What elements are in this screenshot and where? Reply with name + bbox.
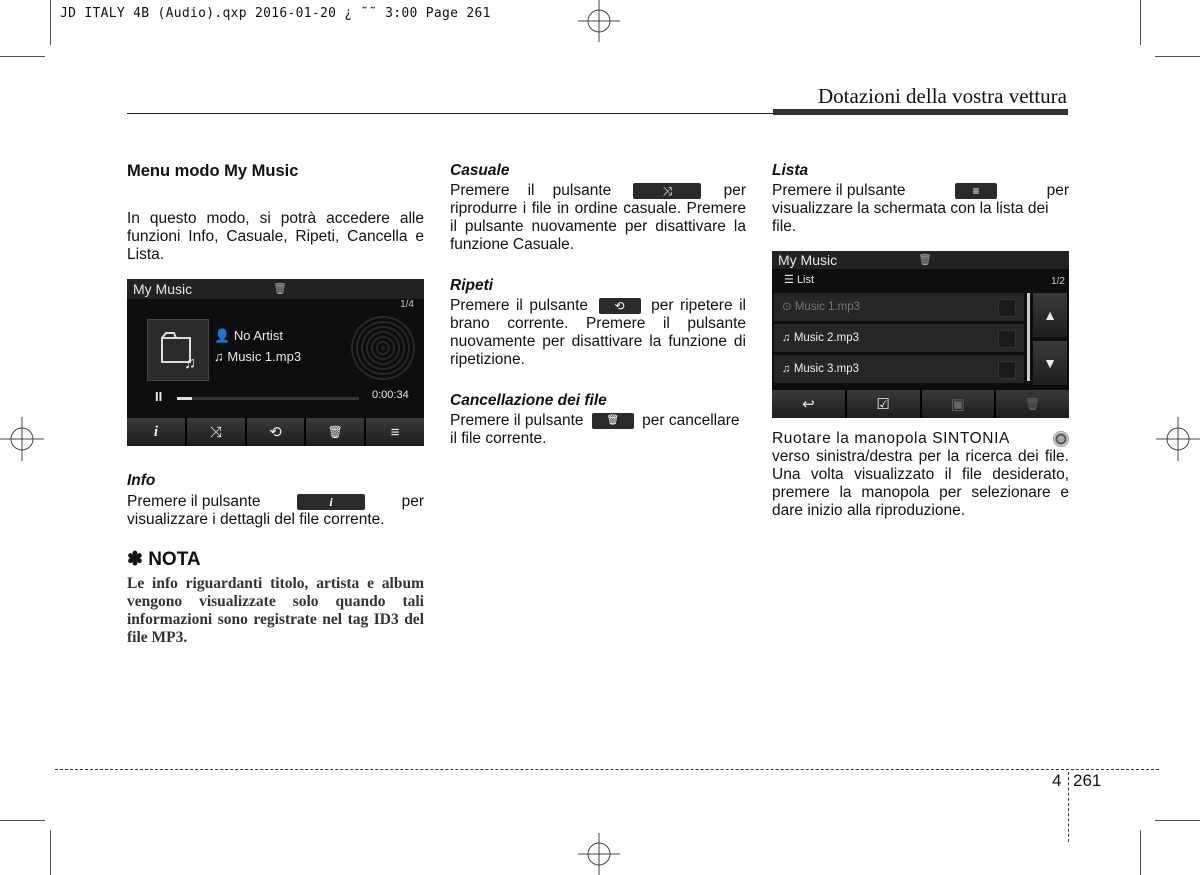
crop-mark	[1155, 820, 1200, 821]
track-name: Music 1.mp3	[227, 349, 302, 364]
page-indicator: 1/2	[1051, 276, 1065, 287]
cancella-text-b: per cancellare il file corrente.	[450, 412, 740, 447]
folder-music-icon	[148, 320, 208, 380]
registration-mark	[578, 0, 620, 42]
lista-text-c: visualizzare la schermata con la lista dei file.	[772, 200, 1049, 235]
list-item-label: Music 1.mp3	[794, 301, 861, 313]
registration-mark	[1156, 417, 1200, 461]
scrollbar[interactable]	[1027, 293, 1030, 381]
list-item[interactable]	[774, 324, 1024, 352]
footer-rule	[55, 769, 1159, 770]
casuale-paragraph	[450, 182, 746, 254]
info-button-icon: i	[297, 494, 365, 510]
delete-button[interactable]: 🗑	[996, 390, 1069, 418]
screen-title: My Music	[133, 281, 193, 297]
cancella-heading: Cancellazione dei file	[450, 392, 607, 409]
list-item-label: Music 2.mp3	[793, 332, 860, 344]
my-music-player-screen	[127, 279, 424, 446]
list-label: List	[796, 274, 815, 286]
tune-knob-icon	[1053, 431, 1069, 447]
nota-text: Le info riguardanti titolo, artista e album vengono visualizzate solo quando tali informazioni sono registrate nel tag ID3 del file MP3.	[127, 575, 424, 646]
info-text-b: per	[401, 493, 424, 510]
header-bar	[773, 109, 1068, 115]
crop-mark	[1140, 830, 1141, 875]
lista-text-a: Premere il pulsante	[772, 182, 906, 199]
lista-heading: Lista	[772, 162, 809, 179]
nota-title: ✽ NOTA	[127, 549, 201, 570]
track-row	[214, 349, 301, 364]
intro-paragraph: In questo modo, si potrà accedere alle funzioni Info, Casuale, Ripeti, Cancella e Lista.	[127, 210, 424, 263]
casuale-heading: Casuale	[450, 162, 510, 179]
ripeti-paragraph	[450, 297, 746, 369]
artist-row	[214, 328, 283, 344]
list-item-label: Music 3.mp3	[793, 363, 860, 375]
ruotare-text-b: verso sinistra/destra per la ricerca dei file. Una volta visualizzato il file desiderato, premere la manopola per selezionare e dare inizio alla riproduzione.	[772, 448, 1069, 519]
repeat-icon: ⟲	[599, 298, 641, 314]
print-header: JD ITALY 4B (Audio).qxp 2016-01-20 ¿ ˜˜ 3:00 Page 261	[60, 6, 491, 21]
crop-mark	[50, 0, 51, 45]
back-button[interactable]: ↩	[772, 390, 845, 418]
list-icon: ☰	[784, 274, 794, 286]
page-number: 261	[1073, 771, 1102, 790]
crop-mark	[50, 830, 51, 875]
ripeti-heading: Ripeti	[450, 277, 494, 294]
my-music-list-screen	[772, 251, 1069, 418]
list-button[interactable]: ≡	[366, 418, 424, 446]
info-button[interactable]: i	[127, 418, 185, 446]
music-note-icon: ♫	[782, 363, 791, 375]
play-circle-icon: ⊙	[782, 301, 792, 313]
pause-icon[interactable]: II	[155, 389, 163, 404]
crop-mark	[1155, 56, 1200, 57]
deselect-button[interactable]: ▣	[922, 390, 995, 418]
music-note-icon: ♫	[782, 332, 791, 344]
trash-icon: 🗑	[273, 283, 287, 295]
scroll-down-button[interactable]: ▼	[1033, 341, 1067, 385]
footer-divider	[1068, 772, 1069, 842]
info-text-a: Premere il pulsante	[127, 493, 261, 510]
lista-paragraph	[772, 182, 1069, 236]
ripeti-text-a: Premere il pulsante	[450, 297, 588, 314]
speaker-graphic	[348, 313, 418, 383]
item-checkbox[interactable]	[998, 361, 1016, 379]
trash-icon: 🗑	[592, 413, 634, 429]
album-art	[147, 319, 209, 381]
crop-mark	[1140, 0, 1141, 45]
artist-name: No Artist	[233, 328, 283, 343]
elapsed-time: 0:00:34	[372, 389, 409, 401]
casuale-text-a: Premere il pulsante	[450, 182, 612, 199]
item-checkbox[interactable]	[998, 299, 1016, 317]
list-item[interactable]	[774, 293, 1024, 321]
ruotare-text-a: Ruotare la manopola SINTONIA	[772, 430, 1010, 447]
delete-button[interactable]: 🗑	[306, 418, 364, 446]
screen-title-bar	[127, 279, 424, 299]
registration-mark	[0, 417, 44, 461]
progress-track	[177, 397, 359, 400]
ripeti-text-b: per ripetere il brano corrente. Premere il pulsante nuovamente per disattivare la funzione di ripetizione.	[450, 297, 747, 368]
cancella-text-a: Premere il pulsante	[450, 412, 584, 429]
screen-title-bar	[772, 251, 1069, 269]
progress-fill	[177, 397, 192, 400]
registration-mark	[578, 833, 620, 875]
lista-text-b: per	[1046, 182, 1069, 199]
item-checkbox[interactable]	[998, 330, 1016, 348]
casuale-text-b: per riprodurre i file in ordine casuale. Premere il pulsante nuovamente per disattivare la funzione Casuale.	[450, 182, 746, 253]
list-header	[784, 273, 814, 286]
trash-icon: 🗑	[918, 254, 932, 266]
repeat-button[interactable]: ⟲	[247, 418, 305, 446]
list-item[interactable]	[774, 355, 1024, 383]
shuffle-button[interactable]: ⤨	[187, 418, 245, 446]
ruotare-paragraph	[772, 430, 1069, 520]
shuffle-icon: ⤨	[633, 183, 701, 199]
select-all-button[interactable]: ☑	[847, 390, 920, 418]
screen-title: My Music	[778, 252, 838, 268]
music-note-icon: ♫	[214, 349, 224, 364]
list-toolbar	[772, 390, 1069, 418]
info-text-c: visualizzare i dettagli del file corrente.	[127, 511, 385, 528]
list-icon: ≡	[955, 183, 997, 199]
info-paragraph	[127, 493, 424, 529]
crop-mark	[0, 820, 45, 821]
svg-text:♫: ♫	[184, 355, 196, 372]
running-head: Dotazioni della vostra vettura	[818, 84, 1067, 108]
chapter-number: 4	[1052, 771, 1062, 790]
section-title: Menu modo My Music	[127, 162, 299, 180]
person-icon: 👤	[214, 328, 231, 343]
cancella-paragraph	[450, 412, 746, 448]
crop-mark	[0, 56, 45, 57]
page-indicator: 1/4	[400, 299, 414, 310]
info-heading: Info	[127, 472, 156, 489]
scroll-up-button[interactable]: ▲	[1033, 293, 1067, 337]
player-toolbar	[127, 418, 424, 446]
